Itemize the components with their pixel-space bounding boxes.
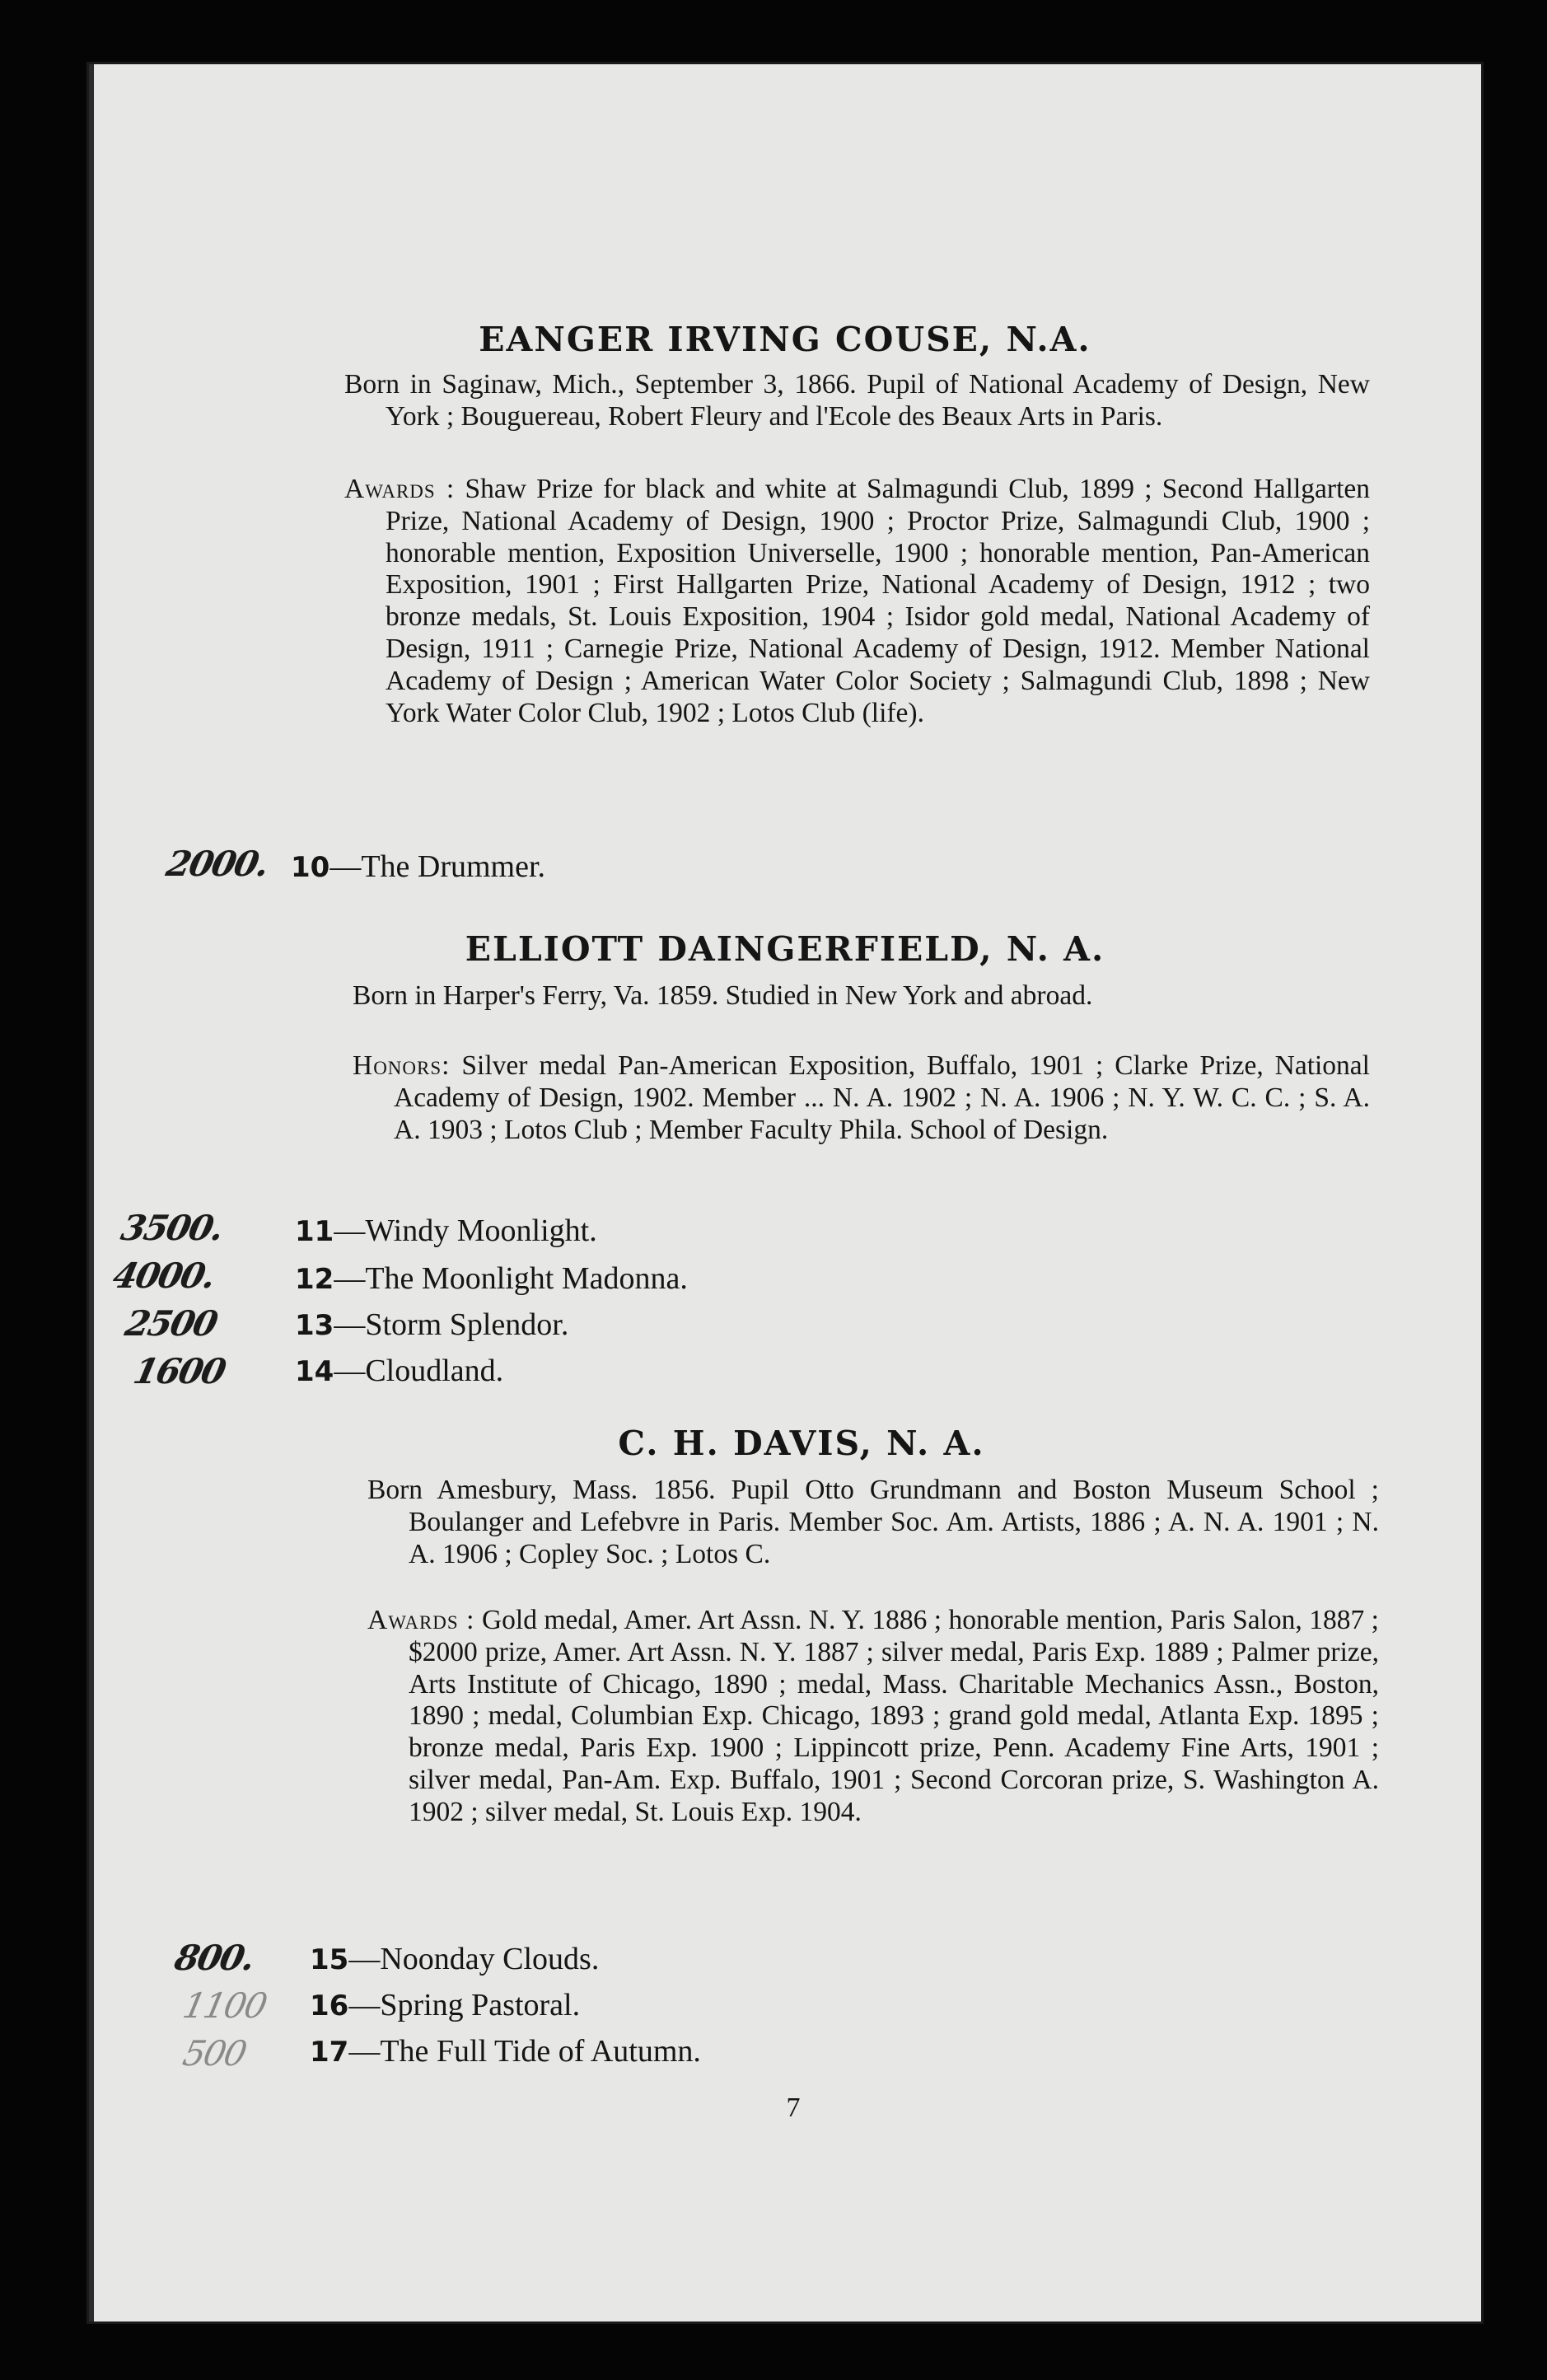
entry-title: —Noonday Clouds. [348,1942,600,1976]
handwritten-price: 500 [179,2033,250,2074]
catalogue-entry-16 [310,1987,580,2025]
awards-couse: Awards : Shaw Prize for black and white at Salmagundi Club, 1899 ; Second Hallgarten Prize, National Academy of Design, 1900 ; Proctor Prize, Salmagundi Club, 1900 ; honorable mention, Exposition Universelle, 1900 ; honorable mention, Pan-American Exposition, 1901 ; First Hallgarten Prize, National Academy of Design, 1912 ; two bronze medals, St. Louis Exposition, 1904 ; Isidor gold medal, National Academy of Design, 1911 ; Carnegie Prize, National Academy of Design, 1912. Member National Academy of Design ; American Water Color Society ; Salmagundi Club, 1898 ; New York Water Color Club, 1902 ; Lotos Club (life). [344,474,1370,728]
handwritten-price: 1600 [129,1351,229,1391]
awards-davis: Awards : Gold medal, Amer. Art Assn. N. Y. 1886 ; honorable mention, Paris Salon, 1887 ; $2000 prize, Amer. Art Assn. N. Y. 1887 ; silver medal, Paris Exp. 1889 ; Palmer prize, Arts Institute of Chicago, 1890 ; medal, Mass. Charitable Mechanics Assn., Boston, 1890 ; medal, Columbian Exp. Chicago, 1893 ; grand gold medal, Atlanta Exp. 1895 ; bronze medal, Paris Exp. 1900 ; Lippincott prize, Penn. Academy Fine Arts, 1901 ; silver medal, Pan-Am. Exp. Buffalo, 1901 ; Second Corcoran prize, S. Washington A. 1902 ; silver medal, St. Louis Exp. 1904. [367,1605,1379,1827]
entry-title: —Windy Moonlight. [334,1213,597,1248]
artist-heading-daingerfield: ELLIOTT DAINGERFIELD, N. A. [465,929,1105,969]
honors-label: Honors: [353,1050,451,1081]
biography-davis: Born Amesbury, Mass. 1856. Pupil Otto Grundmann and Boston Museum School ; Boulanger and Lefebvre in Paris. Member Soc. Am. Artists, 1886 ; A. N. A. 1901 ; N. A. 1906 ; Copley Soc. ; Lotos C. [367,1475,1379,1569]
biography-daingerfield: Born in Harper's Ferry, Va. 1859. Studied in New York and abroad. [353,980,1093,1011]
biography-couse: Born in Saginaw, Mich., September 3, 1866. Pupil of National Academy of Design, New York ; Bouguereau, Robert Fleury and l'Ecole des Beaux Arts in Paris. [344,369,1370,432]
entry-title: —The Moonlight Madonna. [334,1261,688,1296]
handwritten-price: 2000. [162,844,272,884]
handwritten-price: 1100 [179,1985,270,2026]
entry-number: 10 [291,851,330,884]
handwritten-price: 2500 [121,1303,221,1344]
entry-title: —Storm Splendor. [334,1307,569,1342]
catalogue-entry-17 [310,2033,701,2071]
catalogue-entry-14 [295,1353,503,1391]
entry-number: 15 [310,1943,349,1976]
awards-label: Awards : [367,1605,475,1635]
page-binding-edge [89,64,94,2322]
catalogue-entry-13 [295,1307,568,1344]
catalogue-entry-11 [295,1213,597,1251]
honors-daingerfield: Honors: Silver medal Pan-American Exposition, Buffalo, 1901 ; Clarke Prize, National Academy of Design, 1902. Member ... N. A. 1902 ; N. A. 1906 ; N. Y. W. C. C. ; S. A. A. 1903 ; Lotos Club ; Member Faculty Phila. School of Design. [353,1050,1370,1145]
catalogue-page [89,64,1481,2322]
artist-heading-davis: C. H. DAVIS, N. A. [618,1424,985,1463]
awards-label: Awards : [344,474,456,504]
artist-heading-couse: EANGER IRVING COUSE, N.A. [479,320,1091,359]
handwritten-price: 3500. [117,1208,227,1248]
entry-number: 16 [310,1990,349,2022]
entry-title: —The Drummer. [329,849,546,884]
entry-title: —Cloudland. [334,1354,504,1388]
catalogue-entry-15 [310,1941,599,1979]
entry-number: 11 [295,1215,334,1248]
handwritten-price: 4000. [109,1255,218,1296]
entry-number: 13 [295,1309,334,1342]
entry-number: 14 [295,1355,334,1388]
entry-number: 12 [295,1263,334,1296]
catalogue-entry-10 [291,849,545,886]
entry-title: —Spring Pastoral. [348,1988,581,2022]
entry-number: 17 [310,2036,349,2069]
page-number: 7 [786,2092,801,2123]
entry-title: —The Full Tide of Autumn. [348,2034,701,2069]
handwritten-price: 800. [171,1938,258,1978]
catalogue-entry-12 [295,1260,688,1298]
